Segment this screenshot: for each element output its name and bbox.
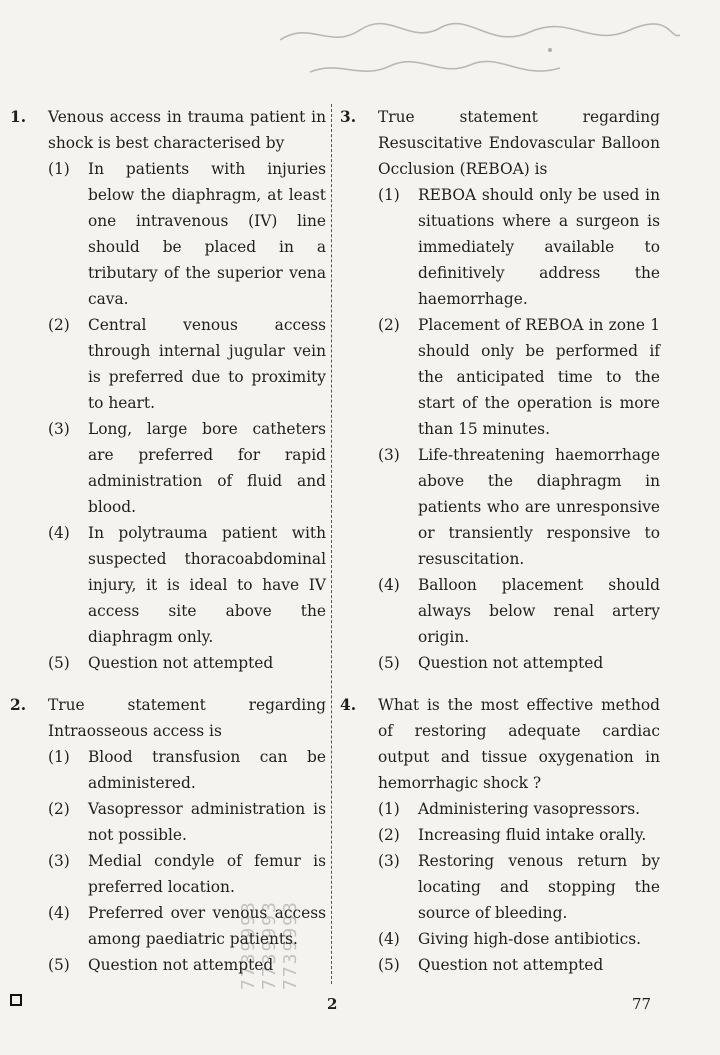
column-divider [331,104,332,984]
question-4 [340,692,660,978]
option-number: (4) [378,576,400,594]
option [48,796,326,848]
question-text: True statement regarding Intraosseous access is [48,696,326,740]
option-number: (1) [48,748,70,766]
option-text: Question not attempted [88,956,274,974]
option-text: Restoring venous return by locating and stopping the source of bleeding. [418,852,660,922]
handwritten-scribble [270,10,690,90]
option-text: Medial condyle of femur is preferred location. [88,852,326,896]
option-number: (4) [378,930,400,948]
option-text: Administering vasopressors. [418,800,641,818]
footer-square-icon [10,994,22,1006]
option [378,796,660,822]
option [378,312,660,442]
option [378,822,660,848]
option [48,848,326,900]
question-text: Venous access in trauma patient in shock is best characterised by [48,108,326,152]
option [378,442,660,572]
option-text: Preferred over venous access among paediatric patients. [88,904,326,948]
watermark-text: 7739993 [238,900,259,990]
option-text: Giving high-dose antibiotics. [418,930,642,948]
option-number: (3) [378,852,400,870]
option-number: (2) [48,800,70,818]
option-text: REBOA should only be used in situations where a surgeon is immediately available to definitively address the haemorrhage. [418,186,660,308]
option-number: (2) [378,316,400,334]
option-text: Long, large bore catheters are preferred for rapid administration of fluid and blood. [88,420,326,516]
question-text: What is the most effective method of restoring adequate cardiac output and tissue oxygenation in hemorrhagic shock ? [378,696,660,792]
option-text: Balloon placement should always below renal artery origin. [418,576,660,646]
option-number: (5) [378,956,400,974]
option-text: In polytrauma patient with suspected thoracoabdominal injury, it is ideal to have IV access site above the diaphragm only. [88,524,326,646]
option [378,182,660,312]
option-text: Increasing fluid intake orally. [418,826,647,844]
option [48,744,326,796]
option [48,156,326,312]
option-number: (4) [48,524,70,542]
page-code: 77 [632,995,652,1013]
watermark-text: 7739993 [259,900,280,990]
option [378,650,660,676]
option-text: Life-threatening haemorrhage above the diaphragm in patients who are unresponsive or transiently responsive to resuscitation. [418,446,660,568]
question-text: True statement regarding Resuscitative Endovascular Balloon Occlusion (REBOA) is [378,108,660,178]
question-number: 3. [340,108,357,126]
option-text: Question not attempted [418,654,604,672]
left-column [10,104,326,994]
option [378,572,660,650]
option-text: Placement of REBOA in zone 1 should only be performed if the anticipated time to the start of the operation is more than 15 minutes. [418,316,660,438]
option-number: (1) [378,800,400,818]
option-text: Question not attempted [88,654,274,672]
watermark-text: 7739993 [280,900,301,990]
option-number: (3) [48,852,70,870]
option [48,900,326,952]
option [378,848,660,926]
option-number: (5) [48,956,70,974]
right-column [340,104,660,994]
option [48,952,326,978]
option [378,926,660,952]
option [48,520,326,650]
option [48,650,326,676]
option [48,416,326,520]
option-number: (5) [48,654,70,672]
page-number: 2 [327,995,338,1013]
option-text: In patients with injuries below the diaphragm, at least one intravenous (IV) line should be placed in a tributary of the superior vena cava. [88,160,326,308]
option-number: (1) [48,160,70,178]
option [48,312,326,416]
question-2 [10,692,326,978]
option-number: (2) [378,826,400,844]
option-number: (2) [48,316,70,334]
option-number: (5) [378,654,400,672]
question-number: 1. [10,108,27,126]
option [378,952,660,978]
option-text: Central venous access through internal jugular vein is preferred due to proximity to heart. [88,316,326,412]
option-number: (1) [378,186,400,204]
question-1 [10,104,326,676]
option-number: (3) [378,446,400,464]
question-number: 4. [340,696,357,714]
option-number: (4) [48,904,70,922]
option-text: Blood transfusion can be administered. [88,748,326,792]
question-number: 2. [10,696,27,714]
question-3 [340,104,660,676]
option-text: Question not attempted [418,956,604,974]
option-number: (3) [48,420,70,438]
option-text: Vasopressor administration is not possible. [88,800,326,844]
